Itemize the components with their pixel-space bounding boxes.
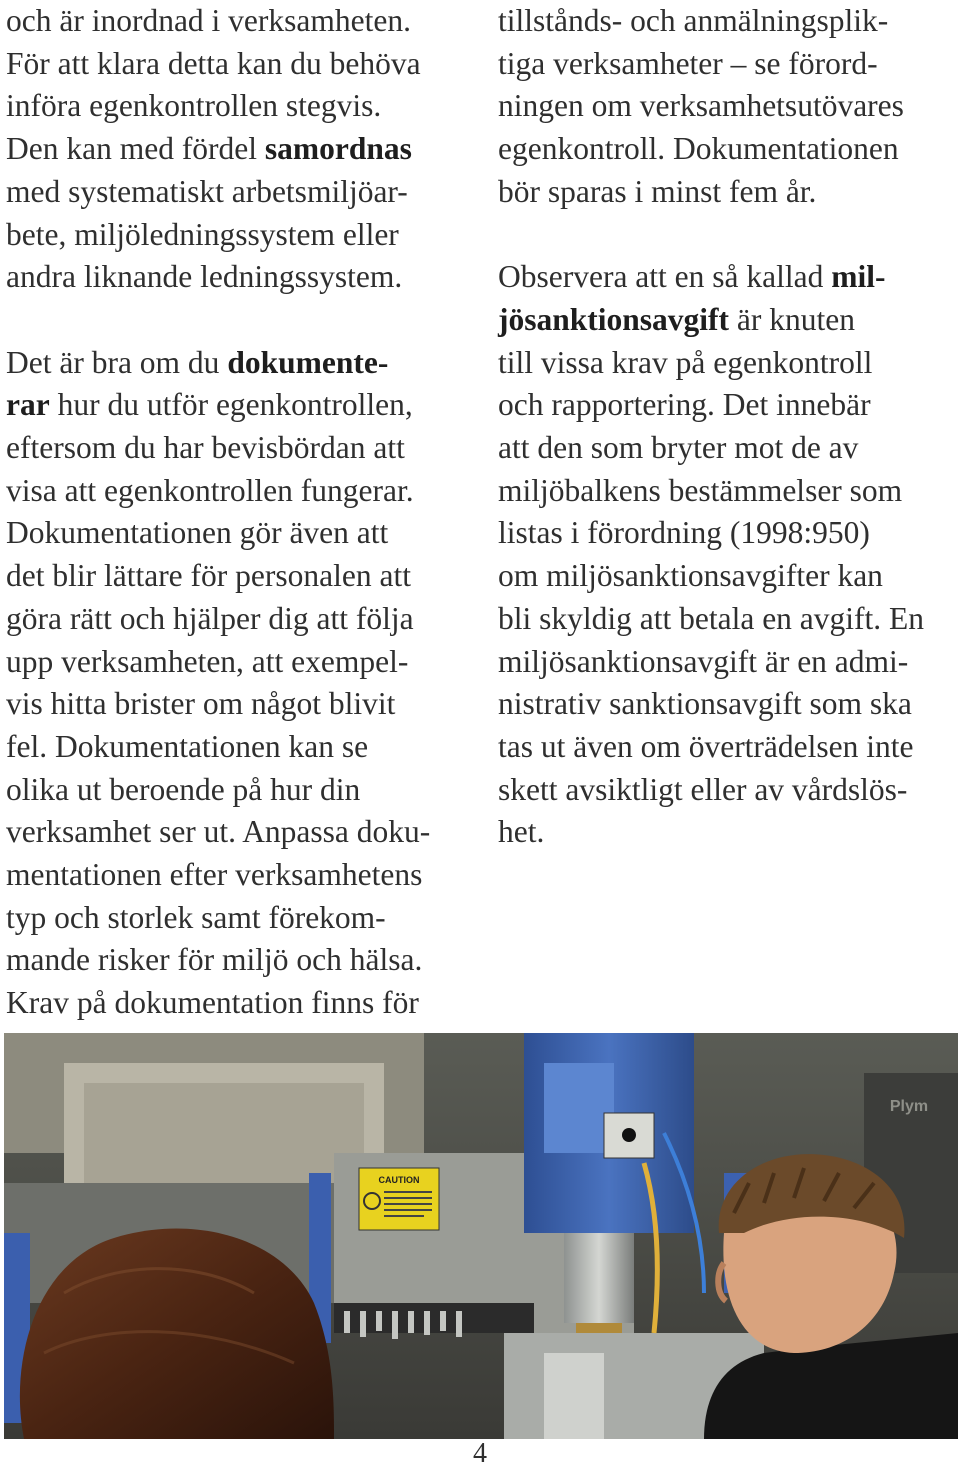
text-line: mande risker för miljö och hälsa. bbox=[6, 942, 423, 978]
text-line: bör sparas i minst fem år. bbox=[498, 173, 817, 209]
text-line: verksamhet ser ut. Anpassa doku- bbox=[6, 814, 431, 850]
right-text-column bbox=[498, 0, 960, 854]
left-text-column bbox=[6, 0, 476, 1025]
text-line: mentationen efter verksamhetens bbox=[6, 857, 423, 893]
text-line: upp verksamheten, att exempel- bbox=[6, 643, 409, 679]
text-line: tas ut även om överträdelsen inte bbox=[498, 728, 914, 764]
workshop-photo bbox=[4, 1033, 958, 1439]
text-line: typ och storlek samt förekom- bbox=[6, 899, 386, 935]
text-line: miljöbalkens bestämmelser som bbox=[498, 472, 903, 508]
bold-term: mil- bbox=[831, 259, 886, 295]
text-line: införa egenkontrollen stegvis. bbox=[6, 88, 382, 124]
text-line: med systematiskt arbetsmiljöar- bbox=[6, 173, 408, 209]
text-line: och rapportering. Det innebär bbox=[498, 387, 871, 423]
text-line: göra rätt och hjälper dig att följa bbox=[6, 600, 414, 636]
text-line: het. bbox=[498, 814, 545, 850]
text-line: listas i förordning (1998:950) bbox=[498, 515, 870, 551]
text-line: bli skyldig att betala en avgift. En bbox=[498, 600, 925, 636]
paragraph-gap bbox=[6, 299, 476, 342]
workshop-photo-illustration bbox=[4, 1033, 958, 1439]
text-line: miljösanktionsavgift är en admi- bbox=[498, 643, 909, 679]
text-line: tiga verksamheter – se förord- bbox=[498, 45, 878, 81]
text-line: För att klara detta kan du behöva bbox=[6, 45, 421, 81]
text-line: rar hur du utför egenkontrollen, bbox=[6, 387, 413, 423]
bold-term: dokumente- bbox=[227, 344, 389, 380]
text-line: fel. Dokumentationen kan se bbox=[6, 728, 369, 764]
panel-text: Plym bbox=[889, 1098, 929, 1115]
text-line: Observera att en så kallad mil- bbox=[498, 259, 886, 295]
text-line: egenkontroll. Dokumentationen bbox=[498, 131, 899, 167]
text-line: om miljösanktionsavgifter kan bbox=[498, 558, 883, 594]
text-line: Krav på dokumentation finns för bbox=[6, 985, 419, 1021]
text-line: vis hitta brister om något blivit bbox=[6, 686, 396, 722]
text-line: att den som bryter mot de av bbox=[498, 430, 859, 466]
text-line: nistrativ sanktionsavgift som ska bbox=[498, 686, 912, 722]
text-line: till vissa krav på egenkontroll bbox=[498, 344, 873, 380]
text-line: det blir lättare för personalen att bbox=[6, 558, 411, 594]
text-line: Dokumentationen gör även att bbox=[6, 515, 389, 551]
text-line: ningen om verksamhetsutövares bbox=[498, 88, 904, 124]
text-line: eftersom du har bevisbördan att bbox=[6, 430, 405, 466]
text-line: tillstånds- och anmälningsplik- bbox=[498, 3, 889, 38]
text-line: jösanktionsavgift är knuten bbox=[498, 301, 856, 337]
text-line: visa att egenkontrollen fungerar. bbox=[6, 472, 414, 508]
page-number: 4 bbox=[473, 1438, 487, 1469]
bold-term: jösanktionsavgift bbox=[498, 301, 730, 337]
paragraph-gap bbox=[498, 214, 960, 257]
text-line: Det är bra om du dokumente- bbox=[6, 344, 389, 380]
text-line: olika ut beroende på hur din bbox=[6, 771, 361, 807]
text-line: bete, miljöledningssystem eller bbox=[6, 216, 399, 252]
text-line: Den kan med fördel samordnas bbox=[6, 131, 412, 167]
caution-sign-text: CAUTION bbox=[378, 1175, 420, 1185]
bold-term: rar bbox=[6, 387, 50, 423]
text-line: och är inordnad i verksamheten. bbox=[6, 3, 411, 38]
text-line: skett avsiktligt eller av vårdslös- bbox=[498, 771, 908, 807]
bold-term: samordnas bbox=[264, 131, 412, 167]
text-line: andra liknande ledningssystem. bbox=[6, 259, 403, 295]
